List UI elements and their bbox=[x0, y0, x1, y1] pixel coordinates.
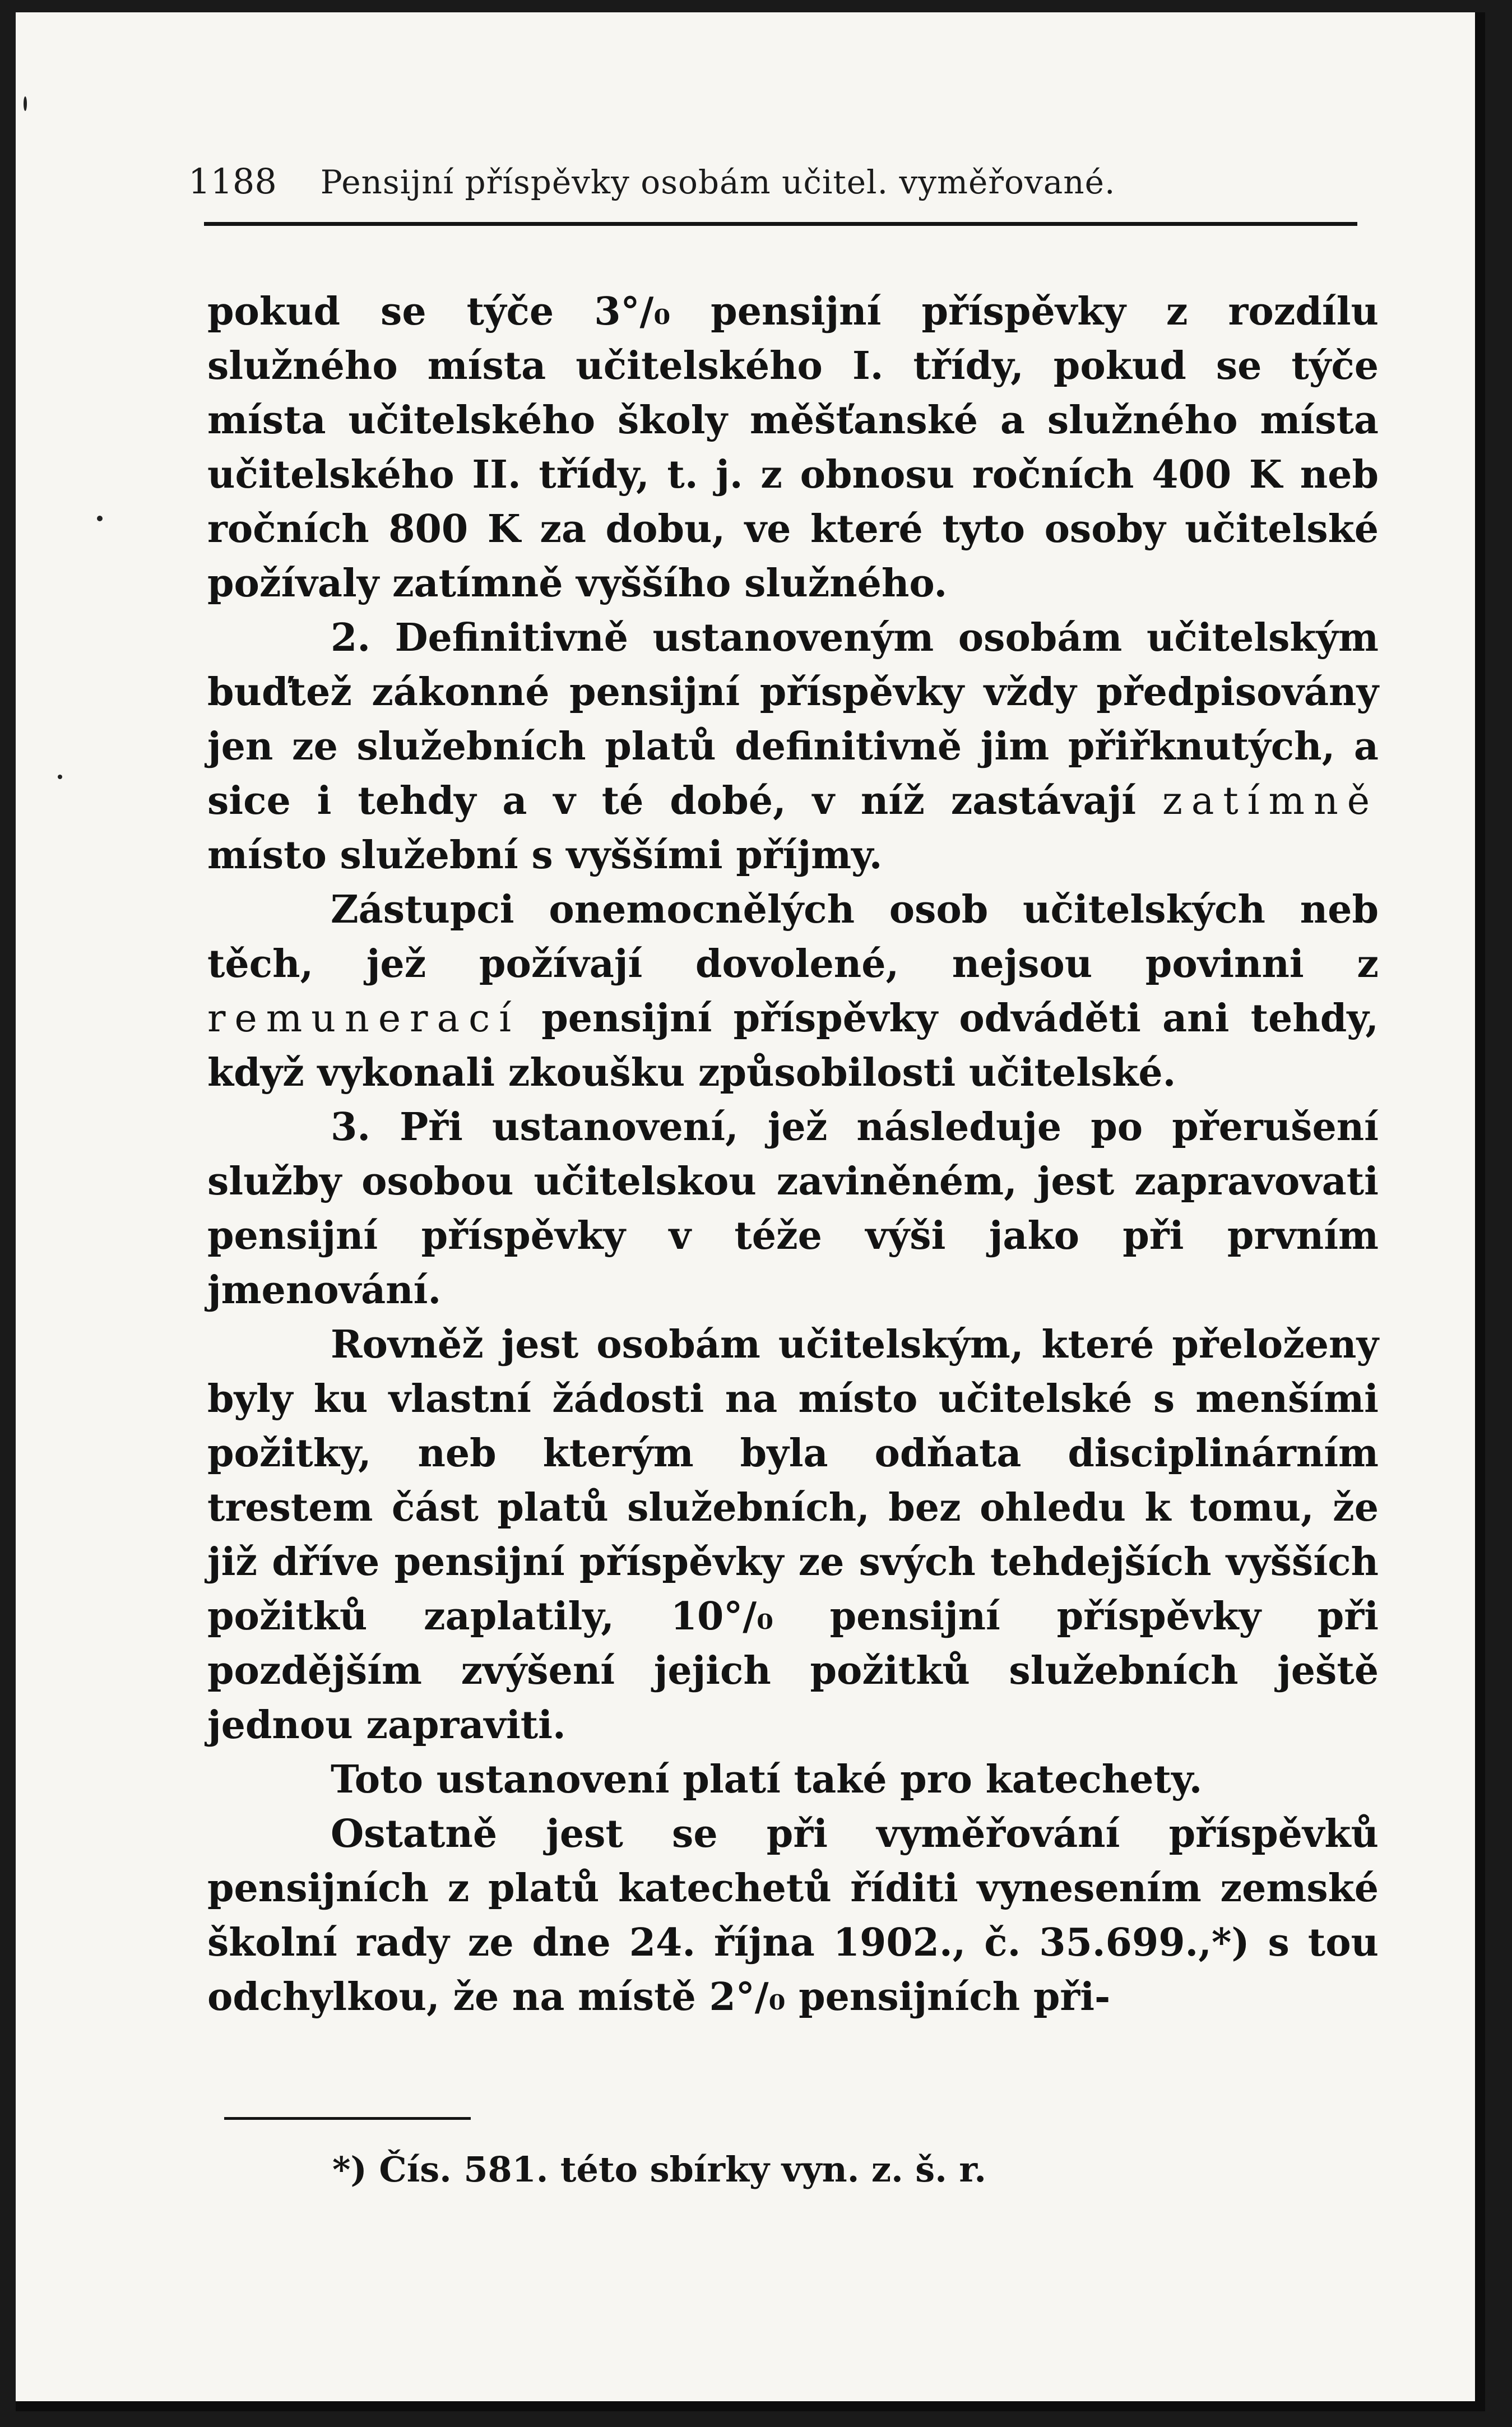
emphasized-word: zatímně bbox=[1162, 779, 1379, 823]
book-page bbox=[16, 12, 1485, 2411]
paragraph: Zástupci onemocnělých osob učitelských neb těch, jež požívají dovolené, nejsou povinni z remunerací pensijní příspěvky odváděti ani tehdy, když vykonali zkoušku způsobilosti učitelské. bbox=[207, 887, 1379, 1095]
footnote: *) Čís. 581. této sbírky vyn. z. š. r. bbox=[332, 2149, 986, 2190]
paragraph: Rovněž jest osobám učitelským, které přeloženy byly ku vlastní žádosti na místo učitelské s menšími požitky, neb kterým byla odňata disciplinárním trestem část platů služebních, bez ohledu k tomu, že již dříve pensijní příspěvky ze svých tehdejších vyšších požitků zaplatily, 10°/₀ pensijní příspěvky při pozdějším zvýšení jejich požitků služebních ještě jednou zapraviti. bbox=[207, 1322, 1379, 1748]
paper-speck bbox=[58, 775, 62, 779]
paragraph: pokud se týče 3°/₀ pensijní příspěvky z rozdílu služného místa učitelského I. třídy, pokud se týče místa učitelského školy měšťanské a služného místa učitelského II. třídy, t. j. z obnosu ročních 400 K neb ročních 800 K za dobu, ve které tyto osoby učitelské požívaly zatímně vyššího služného. bbox=[207, 289, 1379, 606]
paragraph: Toto ustanovení platí také pro katechety. bbox=[331, 1757, 1203, 1802]
paragraph: 2. Definitivně ustanoveným osobám učitelským buďtež zákonné pensijní příspěvky vždy předpisovány jen ze služebních platů definitivně jim přiřknutých, a sice i tehdy a v té dobé, v níž zastávají zatímně místo služební s vyššími příjmy. bbox=[207, 615, 1379, 878]
paragraph: 3. Při ustanovení, jež následuje po přerušení služby osobou učitelskou zaviněném, jest zapravovati pensijní příspěvky v téže výši jako při prvním jmenování. bbox=[207, 1105, 1379, 1313]
paper-speck bbox=[97, 516, 103, 521]
header-rule bbox=[204, 222, 1357, 226]
body-text bbox=[207, 285, 1379, 2025]
emphasized-word: remunerací bbox=[207, 997, 520, 1041]
page-header bbox=[188, 161, 1348, 202]
paragraph: Ostatně jest se při vyměřování příspěvků pensijních z platů katechetů říditi vynesením zemské školní rady ze dne 24. října 1902., č. 35.699.,*) s tou odchylkou, že na místě 2°/₀ pensijních při- bbox=[207, 1812, 1379, 2020]
paper-speck bbox=[24, 96, 27, 111]
page-number: 1188 bbox=[188, 161, 277, 202]
footnote-rule bbox=[224, 2117, 471, 2120]
running-title: Pensijní příspěvky osobám učitel. vyměřované. bbox=[320, 163, 1116, 201]
